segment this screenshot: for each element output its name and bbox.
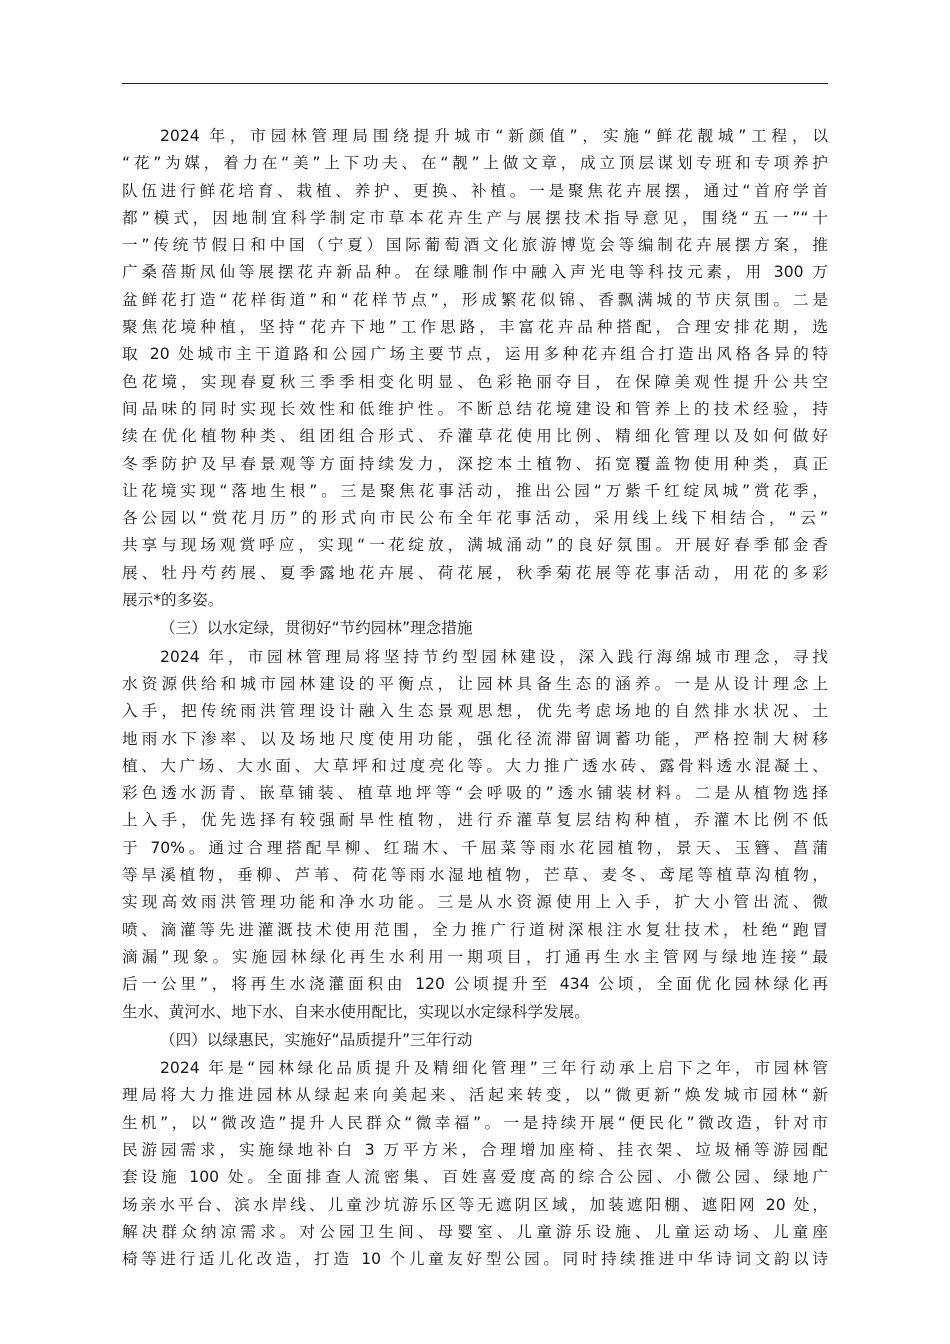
text-line: 共享与现场观赏呼应，实现“一花绽放，满城涌动”的良好氛围。开展好春季郁金香 — [122, 536, 828, 555]
text-line: 2024 年，市园林管理局围绕提升城市“新颜值”，实施“鲜花靓城”工程，以 — [160, 127, 828, 145]
text-line: 生水、黄河水、地下水、自来水使用配比，实现以水定绿科学发展。 — [122, 1002, 590, 1021]
text-line: 续在优化植物种类、组团组合形式、乔灌草花使用比例、精细化管理以及如何做好 — [122, 427, 828, 446]
section-heading-4: （四）以绿惠民，实施好“品质提升”三年行动 — [160, 1030, 473, 1049]
text-line: 广桑蓓斯凤仙等展摆花卉新品种。在绿雕制作中融入声光电等科技元素，用 300 万 — [122, 263, 828, 282]
text-line: 盆鲜花打造“花样街道”和“花样节点”，形成繁花似锦、香飘满城的节庆氛围。二是 — [122, 290, 828, 309]
text-line: 让花境实现“落地生根”。三是聚焦花事活动，推出公园“万紫千红绽凤城”赏花季， — [122, 481, 828, 500]
text-line: 套设施 100 处。全面排查人流密集、百姓喜爱度高的综合公园、小微公园、绿地广 — [122, 1168, 828, 1187]
text-line: 彩色透水沥青、嵌草铺装、植草地坪等“会呼吸的”透水铺装材料。二是从植物选择 — [122, 784, 828, 803]
text-line: 展、牡丹芍药展、夏季露地花卉展、荷花展，秋季菊花展等花事活动，用花的多彩 — [122, 563, 828, 582]
text-line: 解决群众纳凉需求。对公园卫生间、母婴室、儿童游乐设施、儿童运动场、儿童座 — [122, 1222, 828, 1241]
paragraph-quality-upgrade — [122, 1055, 828, 1273]
text-line: 场亲水平台、滨水岸线、儿童沙坑游乐区等无遮阴区域，加装遮阳棚、遮阳网 20 处， — [122, 1195, 828, 1214]
text-line: 一”传统节假日和中国（宁夏）国际葡萄酒文化旅游博览会等编制花卉展摆方案，推 — [122, 236, 828, 255]
text-line: 展示*的多姿。 — [122, 591, 224, 610]
text-line: 滴漏”现象。实施园林绿化再生水利用一期项目，打通再生水主管网与绿地连接“最 — [122, 947, 828, 966]
text-line: 理局将大力推进园林从绿起来向美起来、活起来转变，以“微更新”焕发城市园林“新 — [122, 1086, 828, 1105]
text-line: 冬季防护及早春景观等方面持续发力，深挖本土植物、拓宽覆盖物使用种类，真正 — [122, 454, 828, 473]
text-line: 于 70%。通过合理搭配旱柳、红瑞木、千屈菜等雨水花园植物，景天、玉簪、菖蒲 — [122, 838, 828, 857]
section-heading-3: （三）以水定绿，贯彻好“节约园林”理念措施 — [160, 619, 473, 638]
text-line: 都”模式，因地制宜科学制定市草本花卉生产与展摆技术指导意见，围绕“五一”“十 — [122, 208, 828, 227]
text-line: 2024 年是“园林绿化品质提升及精细化管理”三年行动承上启下之年，市园林管 — [160, 1059, 828, 1078]
text-line: 色花境，实现春夏秋三季季相变化明显、色彩艳丽夺目，在保障美观性提升公共空 — [122, 372, 828, 391]
paragraph-flower-city — [122, 123, 828, 614]
text-line: 入手，把传统雨洪管理设计融入生态景观思想，优先考虑场地的自然排水状况、土 — [122, 702, 828, 721]
document-body — [122, 123, 828, 1273]
text-line: 后一公里”，将再生水浇灌面积由 120 公顷提升至 434 公顷，全面优化园林绿化再 — [122, 975, 828, 994]
text-line: 植、大广场、大水面、大草坪和过度亮化等。大力推广透水砖、露骨料透水混凝土、 — [122, 756, 828, 775]
text-line: 椅等进行适儿化改造，打造 10 个儿童友好型公园。同时持续推进中华诗词文韵以诗 — [122, 1250, 828, 1269]
text-line: 各公园以“赏花月历”的形式向市民公布全年花事活动，采用线上线下相结合，“云” — [122, 509, 828, 528]
text-line: 水资源供给和城市园林建设的平衡点，让园林具备生态的涵养。一是从设计理念上 — [122, 674, 828, 693]
text-line: 上入手，优先选择有较强耐旱性植物，进行乔灌草复层结构种植，乔灌木比例不低 — [122, 811, 828, 830]
text-line: 生机”，以“微改造”提升人民群众“微幸福”。一是持续开展“便民化”微改造，针对市 — [122, 1113, 828, 1132]
text-line: 实现高效雨洪管理功能和净水功能。三是从水资源使用上入手，扩大小管出流、微 — [122, 893, 828, 912]
text-line: 喷、滴灌等先进灌溉技术使用范围，全力推广行道树深根注水复壮技术，杜绝“跑冒 — [122, 920, 828, 939]
header-rule — [122, 83, 828, 84]
text-line: “花”为媒，着力在“美”上下功夫、在“靓”上做文章，成立顶层谋划专班和专项养护 — [122, 154, 828, 173]
text-line: 间品味的同时实现长效性和低维护性。不断总结花境建设和管养上的技术经验，持 — [122, 399, 828, 418]
paragraph-water-saving — [122, 644, 828, 1026]
text-line: 地雨水下渗率、以及场地尺度使用功能，强化径流滞留调蓄功能，严格控制大树移 — [122, 729, 828, 748]
text-line: 聚焦花境种植，坚持“花卉下地”工作思路，丰富花卉品种搭配，合理安排花期，选 — [122, 318, 828, 337]
text-line: 民游园需求，实施绿地补白 3 万平方米，合理增加座椅、挂衣架、垃圾桶等游园配 — [122, 1140, 828, 1159]
text-line: 队伍进行鲜花培育、栽植、养护、更换、补植。一是聚焦花卉展摆，通过“首府学首 — [122, 181, 828, 200]
text-line: 2024 年，市园林管理局将坚持节约型园林建设，深入践行海绵城市理念，寻找 — [160, 647, 828, 666]
text-line: 等旱溪植物，垂柳、芦苇、荷花等雨水湿地植物，芒草、麦冬、鸢尾等植草沟植物， — [122, 866, 828, 885]
text-line: 取 20 处城市主干道路和公园广场主要节点，运用多种花卉组合打造出风格各异的特 — [122, 345, 828, 364]
